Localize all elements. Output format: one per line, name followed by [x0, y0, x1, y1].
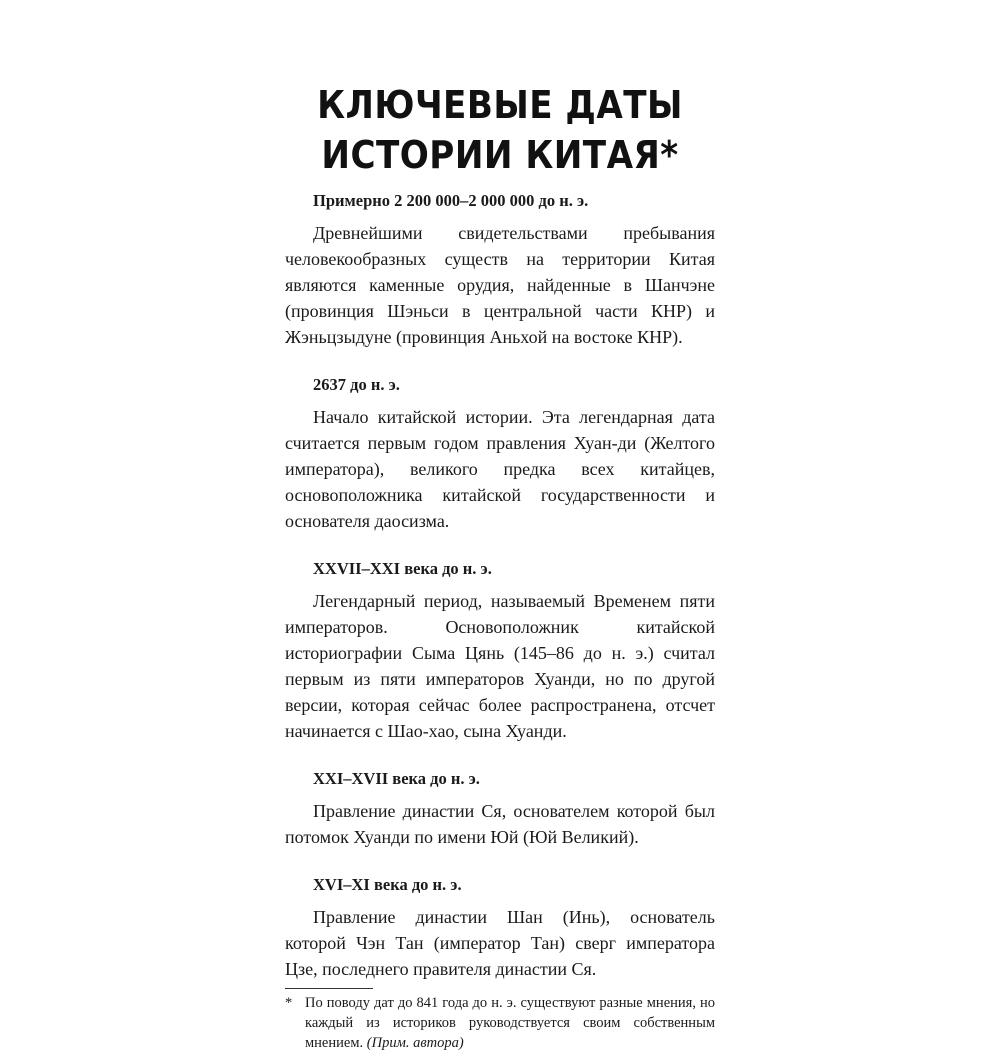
- entry-text: Легендарный период, называемый Временем пяти императоров. Основоположник китайской историографии Сыма Цянь (145–86 до н. э.) считал первым из пяти императоров Хуанди, но по другой версии, которая сейчас более распространена, отсчет начинается с Шао-хао, сына Хуанди.: [285, 591, 715, 741]
- entry-date: Примерно 2 200 000–2 000 000 до н. э.: [313, 191, 589, 210]
- entry-date: XXVII–XXI века до н. э.: [313, 559, 492, 578]
- footnote: [285, 993, 715, 1053]
- entry-text: Правление династии Ся, основателем которой был потомок Хуанди по имени Юй (Юй Великий).: [285, 801, 715, 847]
- chronology-entry: [285, 188, 715, 350]
- chronology-list: [285, 188, 715, 1053]
- entry-date: XVI–XI века до н. э.: [313, 875, 462, 894]
- chronology-entry: [285, 872, 715, 982]
- entry-text: Правление династии Шан (Инь), основатель которой Чэн Тан (император Тан) сверг императора Цзе, последнего правителя династии Ся.: [285, 907, 715, 979]
- entry-text: Начало китайской истории. Эта легендарная дата считается первым годом правления Хуан-ди (Желтого императора), великого предка всех китайцев, основоположника китайской государственности и основателя даосизма.: [285, 407, 715, 531]
- title-line-2: ИСТОРИИ КИТАЯ*: [321, 133, 679, 177]
- chronology-entry: [285, 372, 715, 534]
- footnote-author-note: (Прим. автора): [366, 1035, 464, 1051]
- entry-date: XXI–XVII века до н. э.: [313, 769, 480, 788]
- footnote-divider: [285, 988, 373, 989]
- entry-date: 2637 до н. э.: [313, 375, 400, 394]
- chronology-entry: [285, 556, 715, 744]
- page-title: [50, 80, 950, 180]
- entry-text: Древнейшими свидетельствами пребывания человекообразных существ на территории Китая являются каменные орудия, найденные в Шанчэне (провинция Шэньси в центральной части КНР) и Жэньцзыдуне (провинция Аньхой на востоке КНР).: [285, 223, 715, 347]
- footnote-text: По поводу дат до 841 года до н. э. существуют разные мнения, но каждый из историков руководствуется своим собственным мнением.: [305, 995, 715, 1051]
- chronology-entry: [285, 766, 715, 850]
- title-line-1: КЛЮЧЕВЫЕ ДАТЫ: [317, 83, 683, 127]
- footnote-mark: *: [285, 995, 293, 1011]
